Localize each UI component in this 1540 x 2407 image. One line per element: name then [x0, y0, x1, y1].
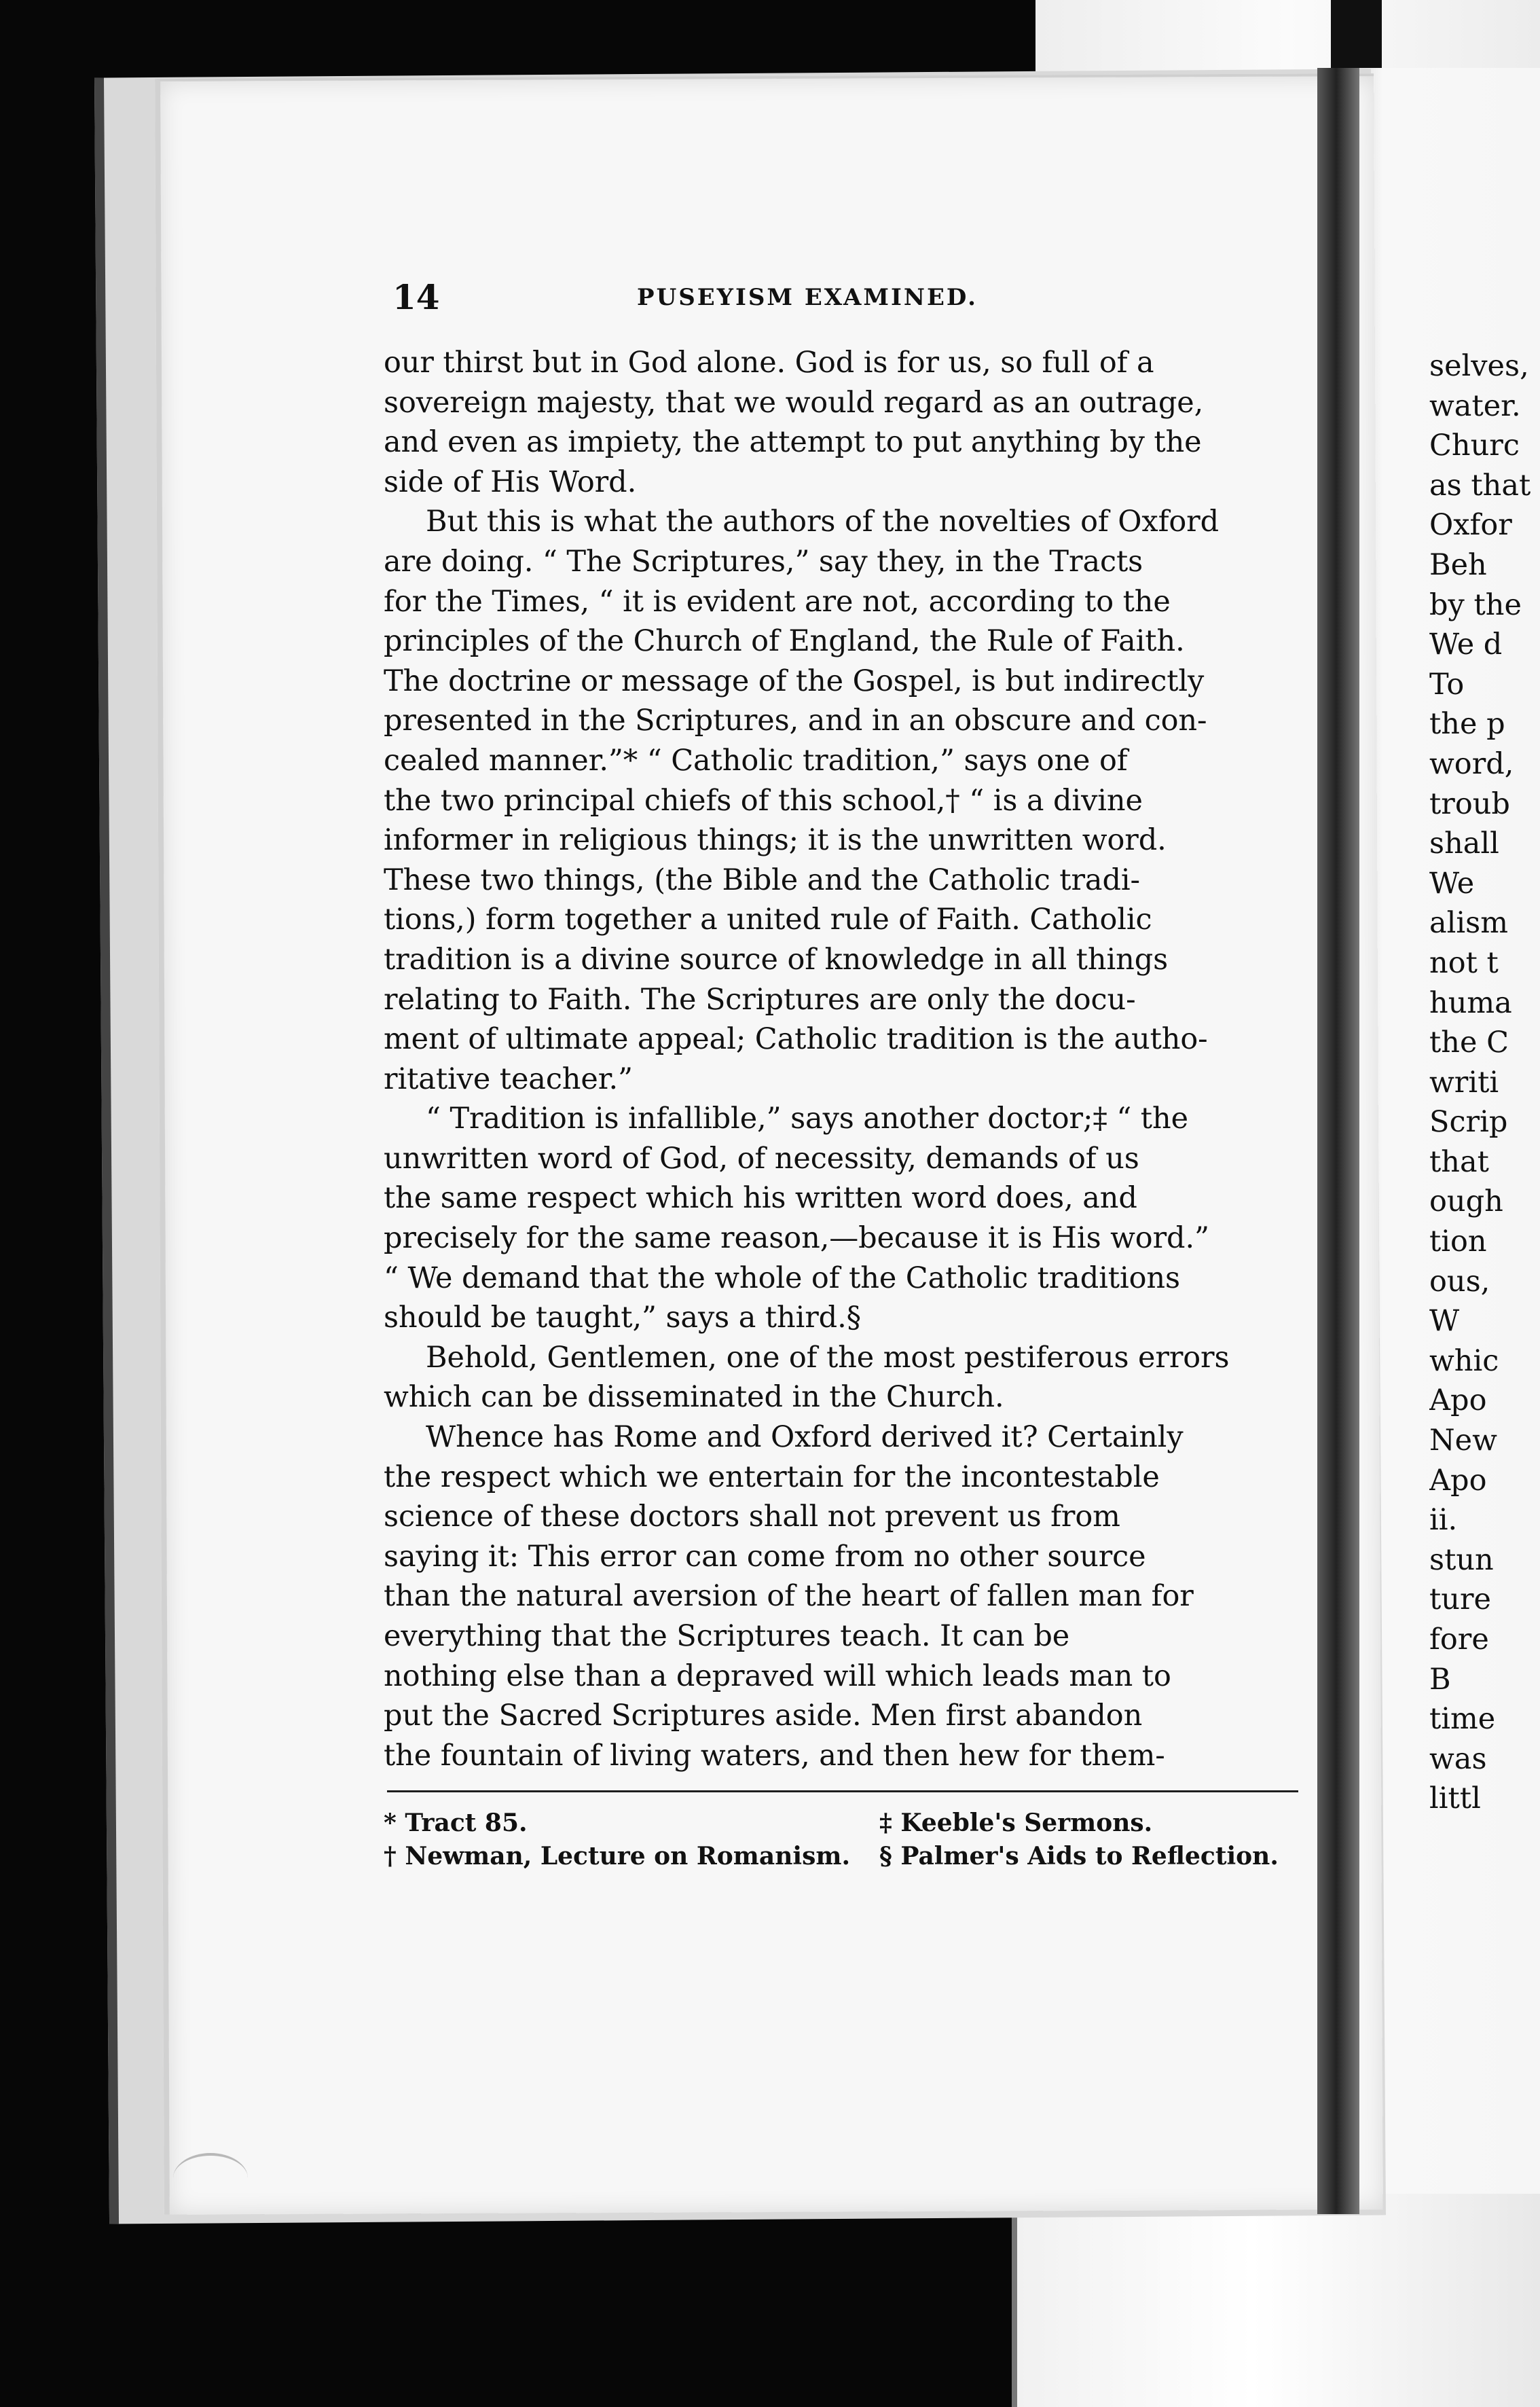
- text-line: relating to Faith. The Scriptures are only the docu-: [384, 982, 1136, 1017]
- text-line: side of His Word.: [384, 465, 637, 499]
- adjacent-text-line: that: [1429, 1144, 1489, 1179]
- page-corner-curl: [173, 2153, 248, 2203]
- text-line: sovereign majesty, that we would regard as an outrage,: [384, 385, 1204, 420]
- text-line: the fountain of living waters, and then hew for them-: [384, 1738, 1165, 1773]
- text-line: The doctrine or message of the Gospel, is but indirectly: [384, 664, 1205, 698]
- footnote: * Tract 85.: [384, 1809, 528, 1837]
- adjacent-text-line: ture: [1429, 1582, 1491, 1617]
- text-line: are doing. “ The Scriptures,” say they, in the Tracts: [384, 544, 1143, 579]
- text-line: put the Sacred Scriptures aside. Men first abandon: [384, 1699, 1143, 1733]
- adjacent-text-line: was: [1429, 1741, 1487, 1776]
- text-line: These two things, (the Bible and the Catholic tradi-: [384, 863, 1140, 897]
- adjacent-text-line: ous,: [1429, 1264, 1490, 1299]
- adjacent-text-line: huma: [1429, 985, 1512, 1020]
- adjacent-text-line: littl: [1429, 1781, 1481, 1816]
- text-line: tradition is a divine source of knowledge in all things: [384, 942, 1169, 977]
- adjacent-text-line: ough: [1429, 1184, 1503, 1219]
- adjacent-text-line: stun: [1429, 1542, 1494, 1577]
- adjacent-text-line: word,: [1429, 746, 1514, 781]
- adjacent-text-line: time: [1429, 1702, 1496, 1737]
- adjacent-text-line: We d: [1429, 628, 1503, 662]
- text-line: and even as impiety, the attempt to put anything by the: [384, 425, 1202, 460]
- adjacent-text-line: W: [1429, 1304, 1460, 1339]
- adjacent-text-line: as that: [1429, 468, 1531, 503]
- adjacent-text-line: water.: [1429, 388, 1521, 423]
- adjacent-text-line: alism: [1429, 906, 1508, 941]
- text-line: the two principal chiefs of this school,† “ is a divine: [384, 783, 1143, 818]
- text-line: tions,) form together a united rule of Faith. Catholic: [384, 903, 1152, 937]
- adjacent-text-line: New: [1429, 1424, 1497, 1458]
- adjacent-text-line: the p: [1429, 707, 1505, 742]
- text-line: informer in religious things; it is the unwritten word.: [384, 823, 1167, 858]
- text-line: the same respect which his written word does, and: [384, 1181, 1137, 1216]
- adjacent-text-line: writi: [1429, 1065, 1499, 1100]
- footnote-rule: [387, 1790, 1298, 1792]
- footnotes-left-column: [384, 1807, 873, 1873]
- text-line: Behold, Gentlemen, one of the most pestiferous errors: [426, 1340, 1230, 1375]
- text-line: science of these doctors shall not prevent us from: [384, 1500, 1120, 1534]
- text-line: which can be disseminated in the Church.: [384, 1380, 1004, 1415]
- main-text: [384, 343, 1297, 1775]
- adjacent-text-line: B: [1429, 1662, 1451, 1697]
- adjacent-text-line: Scrip: [1429, 1105, 1508, 1140]
- text-line: precisely for the same reason,—because it is His word.”: [384, 1221, 1209, 1256]
- adjacent-text-line: by the: [1429, 587, 1522, 622]
- text-line: everything that the Scriptures teach. It can be: [384, 1619, 1070, 1653]
- text-line: cealed manner.”* “ Catholic tradition,” says one of: [384, 743, 1128, 778]
- text-line: nothing else than a depraved will which leads man to: [384, 1659, 1171, 1693]
- adjacent-text-line: Churc: [1429, 429, 1520, 463]
- text-line: our thirst but in God alone. God is for us, so full of a: [384, 346, 1154, 380]
- text-line: presented in the Scriptures, and in an obscure and con-: [384, 704, 1207, 738]
- footnote: ‡ Keeble's Sermons.: [879, 1809, 1153, 1837]
- adjacent-text-line: Apo: [1429, 1463, 1487, 1498]
- book-spine-shadow: [1317, 68, 1359, 2214]
- footnote: § Palmer's Aids to Reflection.: [879, 1842, 1279, 1870]
- adjacent-text-line: troub: [1429, 786, 1510, 821]
- text-line: “ Tradition is infallible,” says another doctor;‡ “ the: [426, 1102, 1188, 1136]
- text-line: Whence has Rome and Oxford derived it? Certainly: [426, 1420, 1184, 1455]
- text-line: should be taught,” says a third.§: [384, 1301, 862, 1335]
- adjacent-text-line: ii.: [1429, 1503, 1458, 1538]
- text-line: than the natural aversion of the heart of fallen man for: [384, 1579, 1194, 1614]
- adjacent-text-line: Apo: [1429, 1383, 1487, 1418]
- footnotes: [384, 1807, 1297, 1881]
- text-line: But this is what the authors of the novelties of Oxford: [426, 505, 1220, 539]
- text-line: for the Times, “ it is evident are not, according to the: [384, 584, 1171, 619]
- footnotes-right-column: [879, 1807, 1300, 1873]
- adjacent-text-line: the C: [1429, 1026, 1509, 1060]
- text-line: ritative teacher.”: [384, 1062, 633, 1096]
- adjacent-text-line: Beh: [1429, 547, 1487, 582]
- text-line: principles of the Church of England, the Rule of Faith.: [384, 624, 1185, 659]
- adjacent-text-line: not t: [1429, 945, 1499, 980]
- page-header: [392, 277, 1302, 318]
- bottom-right-page-edge: [1012, 2194, 1540, 2407]
- footnote: † Newman, Lecture on Romanism.: [384, 1842, 850, 1870]
- running-title: PUSEYISM EXAMINED.: [637, 284, 978, 311]
- adjacent-text-line: Oxfor: [1429, 508, 1512, 543]
- text-line: ment of ultimate appeal; Catholic tradition is the autho-: [384, 1022, 1208, 1057]
- text-line: “ We demand that the whole of the Catholic traditions: [384, 1261, 1180, 1295]
- adjacent-text-line: tion: [1429, 1225, 1487, 1259]
- text-line: the respect which we entertain for the incontestable: [384, 1460, 1160, 1494]
- adjacent-text-line: fore: [1429, 1623, 1489, 1657]
- adjacent-text-line: whic: [1429, 1343, 1499, 1378]
- adjacent-text-line: shall: [1429, 827, 1499, 861]
- text-line: saying it: This error can come from no other source: [384, 1539, 1146, 1574]
- adjacent-text-line: selves,: [1429, 349, 1529, 383]
- page-number: 14: [392, 277, 440, 317]
- adjacent-text-line: We: [1429, 866, 1475, 901]
- adjacent-page-text: [1429, 346, 1538, 1819]
- adjacent-text-line: To: [1429, 667, 1465, 702]
- text-line: unwritten word of God, of necessity, demands of us: [384, 1141, 1139, 1176]
